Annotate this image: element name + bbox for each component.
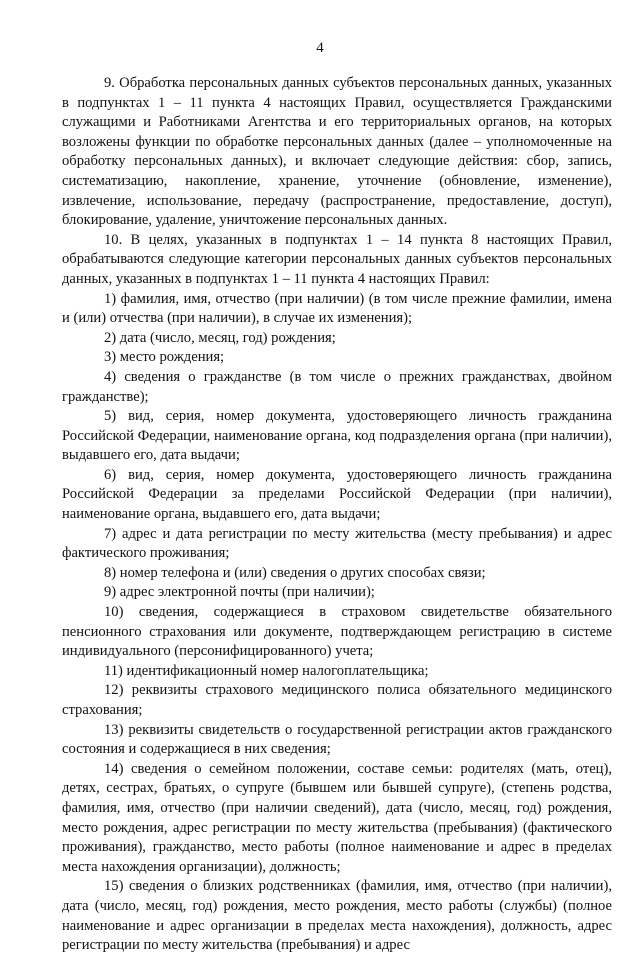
list-item: 14) сведения о семейном положении, составе семьи: родителях (мать, отец), детях, сестрах, братьях, о супруге (бывшем или бывшей супруге), (степень родства, фамилия, имя, отчество (при наличии сведений), дата (число, месяц, год) рождения, место рождения, адрес регистрации по месту жительства (пребывания) (фактического проживания), гражданство, место работы (полное наименование и адрес в пределах места нахождения организации), должность; bbox=[62, 760, 612, 875]
paragraph: 10. В целях, указанных в подпунктах 1 – 14 пункта 8 настоящих Правил, обрабатываются следующие категории персональных данных субъектов персональных данных, указанных в подпунктах 1 – 11 пункта 4 настоящих Правил: bbox=[62, 231, 612, 287]
paragraph: 9. Обработка персональных данных субъектов персональных данных, указанных в подпунктах 1 – 11 пункта 4 настоящих Правил, осуществляется Гражданскими служащими и Работниками Агентства и его территориальных органов, на которых возложены функции по обработке персональных данных (далее – уполномоченные на обработку персональных данных), и включает следующие действия: сбор, запись, систематизацию, накопление, хранение, уточнение (обновление, изменение), извлечение, использование, передачу (распространение, предоставление, доступ), блокирование, удаление, уничтожение персональных данных. bbox=[62, 75, 612, 229]
list-item: 7) адрес и дата регистрации по месту жительства (месту пребывания) и адрес фактического проживания; bbox=[62, 525, 612, 562]
list-item: 13) реквизиты свидетельств о государственной регистрации актов гражданского состояния и содержащиеся в них сведения; bbox=[62, 721, 612, 758]
list-item: 1) фамилия, имя, отчество (при наличии) (в том числе прежние фамилии, имена и (или) отчества (при наличии), в случае их изменения); bbox=[62, 290, 612, 327]
page-number: 4 bbox=[316, 40, 324, 56]
list-item: 9) адрес электронной почты (при наличии); bbox=[104, 584, 375, 601]
list-item: 15) сведения о близких родственниках (фамилия, имя, отчество (при наличии), дата (число, месяц, год) рождения, место рождения, место работы (службы) (полное наименование и адрес организации в пределах места нахождения), должность, адрес регистрации по месту жительства (пребывания) и адрес bbox=[62, 878, 612, 954]
list-item: 5) вид, серия, номер документа, удостоверяющего личность гражданина Российской Федерации, наименование органа, код подразделения органа (при наличии), выдавшего его, дата выдачи; bbox=[62, 408, 612, 464]
list-item: 8) номер телефона и (или) сведения о других способах связи; bbox=[104, 564, 486, 581]
list-item: 12) реквизиты страхового медицинского полиса обязательного медицинского страхования; bbox=[62, 682, 612, 718]
list-item: 10) сведения, содержащиеся в страховом свидетельстве обязательного пенсионного страхования или документе, подтверждающем регистрацию в системе индивидуального (персонифицированного) учета; bbox=[62, 604, 612, 660]
document-body bbox=[62, 74, 612, 956]
list-item: 3) место рождения; bbox=[104, 349, 225, 366]
list-item: 11) идентификационный номер налогоплательщика; bbox=[104, 662, 429, 679]
list-item: 2) дата (число, месяц, год) рождения; bbox=[104, 329, 336, 346]
list-item: 6) вид, серия, номер документа, удостоверяющего личность гражданина Российской Федерации за пределами Российской Федерации (при наличии), наименование органа, выдавшего его, дата выдачи; bbox=[62, 466, 612, 523]
list-item: 4) сведения о гражданстве (в том числе о прежних гражданствах, двойном гражданстве); bbox=[62, 368, 612, 405]
